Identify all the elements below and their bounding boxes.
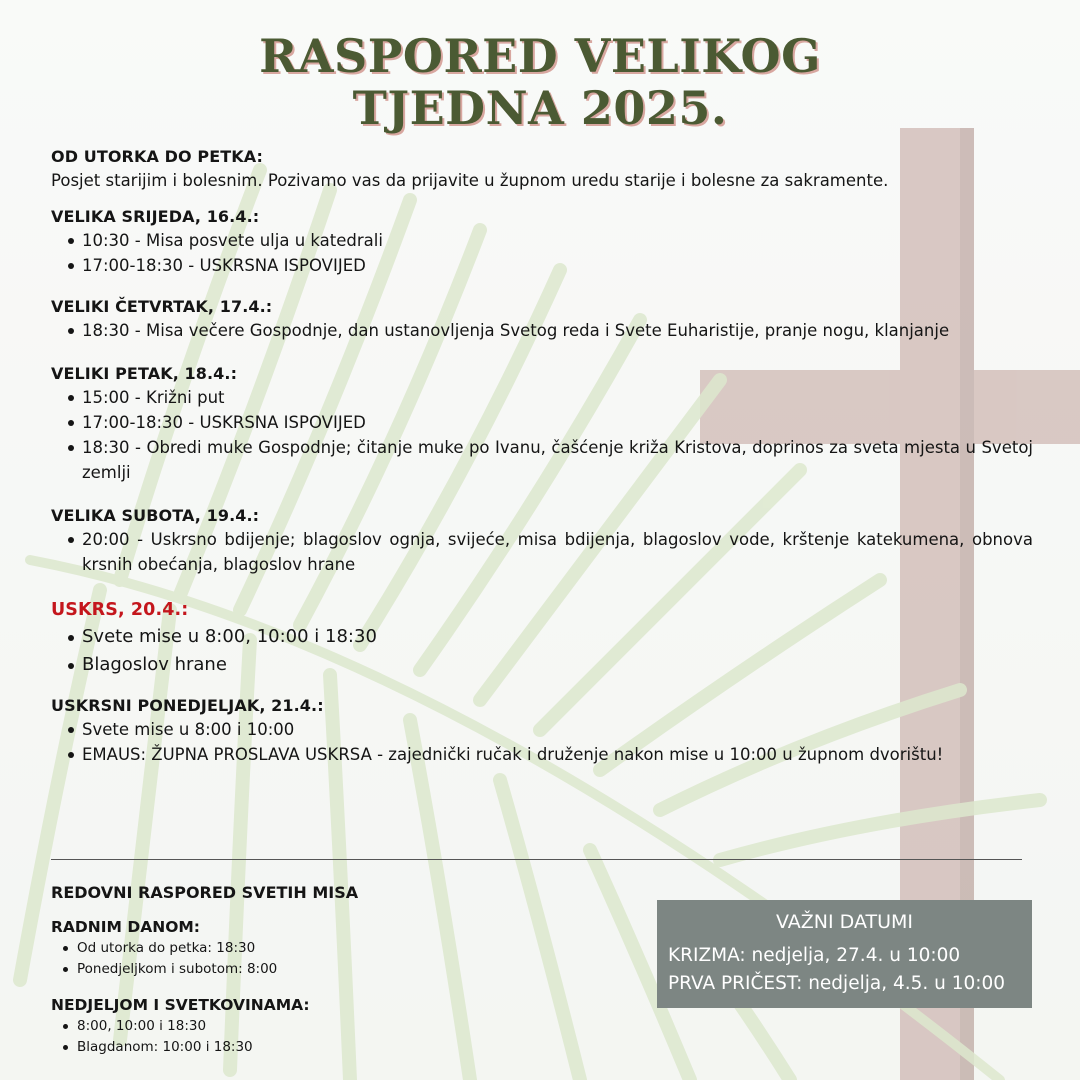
intro-section	[51, 146, 1033, 194]
weekdays-list	[51, 938, 611, 980]
day-heading: VELIKI ČETVRTAK, 17.4.:	[51, 297, 273, 316]
list-item: 20:00 - Uskrsno bdijenje; blagoslov ognja, svijeće, misa bdijenja, blagoslov vode, krštenje katekumena, obnova krsnih obećanja, blagoslov hrane	[65, 527, 1033, 577]
list-item: 17:00-18:30 - USKRSNA ISPOVIJED	[65, 253, 1033, 278]
day-section-friday	[51, 363, 1033, 485]
day-items	[51, 228, 1033, 278]
regular-heading: REDOVNI RASPORED SVETIH MISA	[51, 883, 359, 902]
intro-heading: OD UTORKA DO PETKA:	[51, 147, 264, 166]
day-heading: USKRSNI PONEDJELJAK, 21.4.:	[51, 696, 324, 715]
page-title	[0, 30, 1080, 134]
list-item: 8:00, 10:00 i 18:30	[61, 1016, 611, 1037]
day-items	[51, 527, 1033, 577]
weekdays-heading: RADNIM DANOM:	[51, 918, 200, 936]
important-date-line: KRIZMA: nedjelja, 27.4. u 10:00	[668, 945, 961, 966]
list-item: 10:30 - Misa posvete ulja u katedrali	[65, 228, 1033, 253]
title-line-1: RASPORED VELIKOG	[259, 29, 821, 83]
list-item: Od utorka do petka: 18:30	[61, 938, 611, 959]
day-section-thursday	[51, 296, 1033, 343]
day-section-saturday	[51, 505, 1033, 577]
day-heading: VELIKA SRIJEDA, 16.4.:	[51, 207, 260, 226]
list-item: Svete mise u 8:00, 10:00 i 18:30	[65, 623, 1033, 651]
list-item: 15:00 - Križni put	[65, 385, 1033, 410]
important-dates-box	[657, 900, 1032, 1008]
easter-heading: USKRS, 20.4.:	[51, 600, 189, 620]
list-item: 17:00-18:30 - USKRSNA ISPOVIJED	[65, 410, 1033, 435]
sundays-heading: NEDJELJOM I SVETKOVINAMA:	[51, 996, 310, 1014]
list-item: Svete mise u 8:00 i 10:00	[65, 717, 1033, 742]
day-items	[51, 385, 1033, 485]
day-heading: VELIKI PETAK, 18.4.:	[51, 364, 238, 383]
day-section-easter	[51, 597, 1033, 679]
list-item: Blagoslov hrane	[65, 651, 1033, 679]
list-item: EMAUS: ŽUPNA PROSLAVA USKRSA - zajednički ručak i druženje nakon mise u 10:00 u župnom dvorištu!	[65, 742, 1033, 767]
important-dates-title: VAŽNI DATUMI	[776, 911, 913, 933]
sundays-list	[51, 1016, 611, 1058]
title-line-2: TJEDNA 2025.	[352, 81, 728, 135]
list-item: 18:30 - Misa večere Gospodnje, dan ustanovljenja Svetog reda i Svete Euharistije, pranje nogu, klanjanje	[65, 318, 1033, 343]
schedule-content	[51, 146, 1033, 767]
divider	[51, 859, 1022, 860]
day-items	[51, 717, 1033, 767]
intro-text: Posjet starijim i bolesnim. Pozivamo vas da prijavite u župnom uredu starije i bolesne za sakramente.	[51, 171, 889, 190]
important-date-line: PRVA PRIČEST: nedjelja, 4.5. u 10:00	[668, 973, 1006, 994]
day-items	[51, 623, 1033, 679]
list-item: Blagdanom: 10:00 i 18:30	[61, 1037, 611, 1058]
list-item: Ponedjeljkom i subotom: 8:00	[61, 959, 611, 980]
list-item: 18:30 - Obredi muke Gospodnje; čitanje muke po Ivanu, čašćenje križa Kristova, doprinos za sveta mjesta u Svetoj zemlji	[65, 435, 1033, 485]
regular-schedule	[51, 882, 611, 1072]
day-section-wednesday	[51, 206, 1033, 278]
day-section-easter-monday	[51, 695, 1033, 767]
day-items	[51, 318, 1033, 343]
day-heading: VELIKA SUBOTA, 19.4.:	[51, 506, 260, 525]
